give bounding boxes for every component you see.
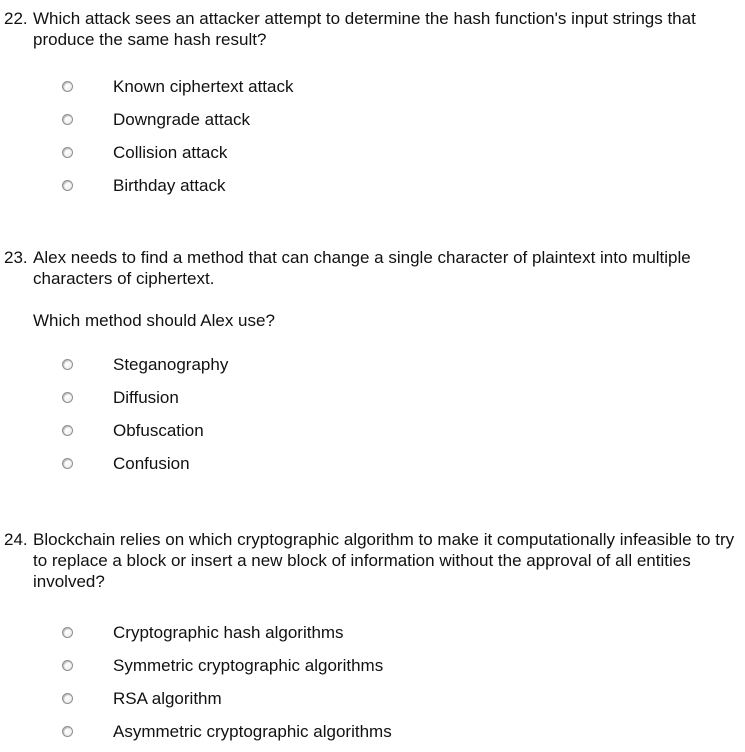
question-subtext: Which method should Alex use? (33, 311, 275, 330)
option-row[interactable] (0, 348, 740, 381)
option-label: Downgrade attack (113, 109, 251, 129)
option-row[interactable] (0, 447, 740, 480)
option-label: Confusion (113, 453, 190, 473)
question-text: Which attack sees an attacker attempt to determine the hash function's input strings that produce the same hash result? (33, 9, 696, 49)
option-row[interactable] (0, 414, 740, 447)
radio-button[interactable] (62, 114, 73, 125)
question-text: Blockchain relies on which cryptographic algorithm to make it computationally infeasible to try to replace a block or insert a new block of information without the approval of all entities involved? (33, 530, 735, 591)
option-row[interactable] (0, 169, 740, 202)
question-22 (0, 8, 740, 202)
question-23 (0, 247, 740, 480)
radio-button[interactable] (62, 359, 73, 370)
option-row[interactable] (0, 70, 740, 103)
radio-button[interactable] (62, 81, 73, 92)
question-24 (0, 529, 740, 748)
radio-button[interactable] (62, 147, 73, 158)
option-label: RSA algorithm (113, 688, 222, 708)
option-label: Symmetric cryptographic algorithms (113, 655, 384, 675)
question-header (0, 8, 740, 50)
radio-button[interactable] (62, 693, 73, 704)
option-label: Collision attack (113, 142, 228, 162)
radio-button[interactable] (62, 726, 73, 737)
option-label: Asymmetric cryptographic algorithms (113, 721, 392, 741)
question-header (0, 247, 740, 289)
option-row[interactable] (0, 136, 740, 169)
option-row[interactable] (0, 649, 740, 682)
answer-options (0, 616, 740, 748)
question-number: 22. (4, 9, 28, 28)
option-label: Known ciphertext attack (113, 76, 294, 96)
question-text: Alex needs to find a method that can change a single character of plaintext into multiple characters of ciphertext. (33, 248, 691, 288)
radio-button[interactable] (62, 180, 73, 191)
question-number: 23. (4, 248, 28, 267)
option-label: Birthday attack (113, 175, 226, 195)
option-label: Obfuscation (113, 420, 204, 440)
answer-options (0, 70, 740, 202)
option-row[interactable] (0, 616, 740, 649)
option-label: Cryptographic hash algorithms (113, 622, 344, 642)
option-row[interactable] (0, 381, 740, 414)
option-label: Diffusion (113, 387, 179, 407)
radio-button[interactable] (62, 660, 73, 671)
option-row[interactable] (0, 715, 740, 748)
radio-button[interactable] (62, 627, 73, 638)
option-label: Steganography (113, 354, 229, 374)
question-number: 24. (4, 530, 28, 549)
option-row[interactable] (0, 682, 740, 715)
answer-options (0, 348, 740, 480)
radio-button[interactable] (62, 425, 73, 436)
radio-button[interactable] (62, 458, 73, 469)
option-row[interactable] (0, 103, 740, 136)
question-header (0, 529, 740, 592)
radio-button[interactable] (62, 392, 73, 403)
